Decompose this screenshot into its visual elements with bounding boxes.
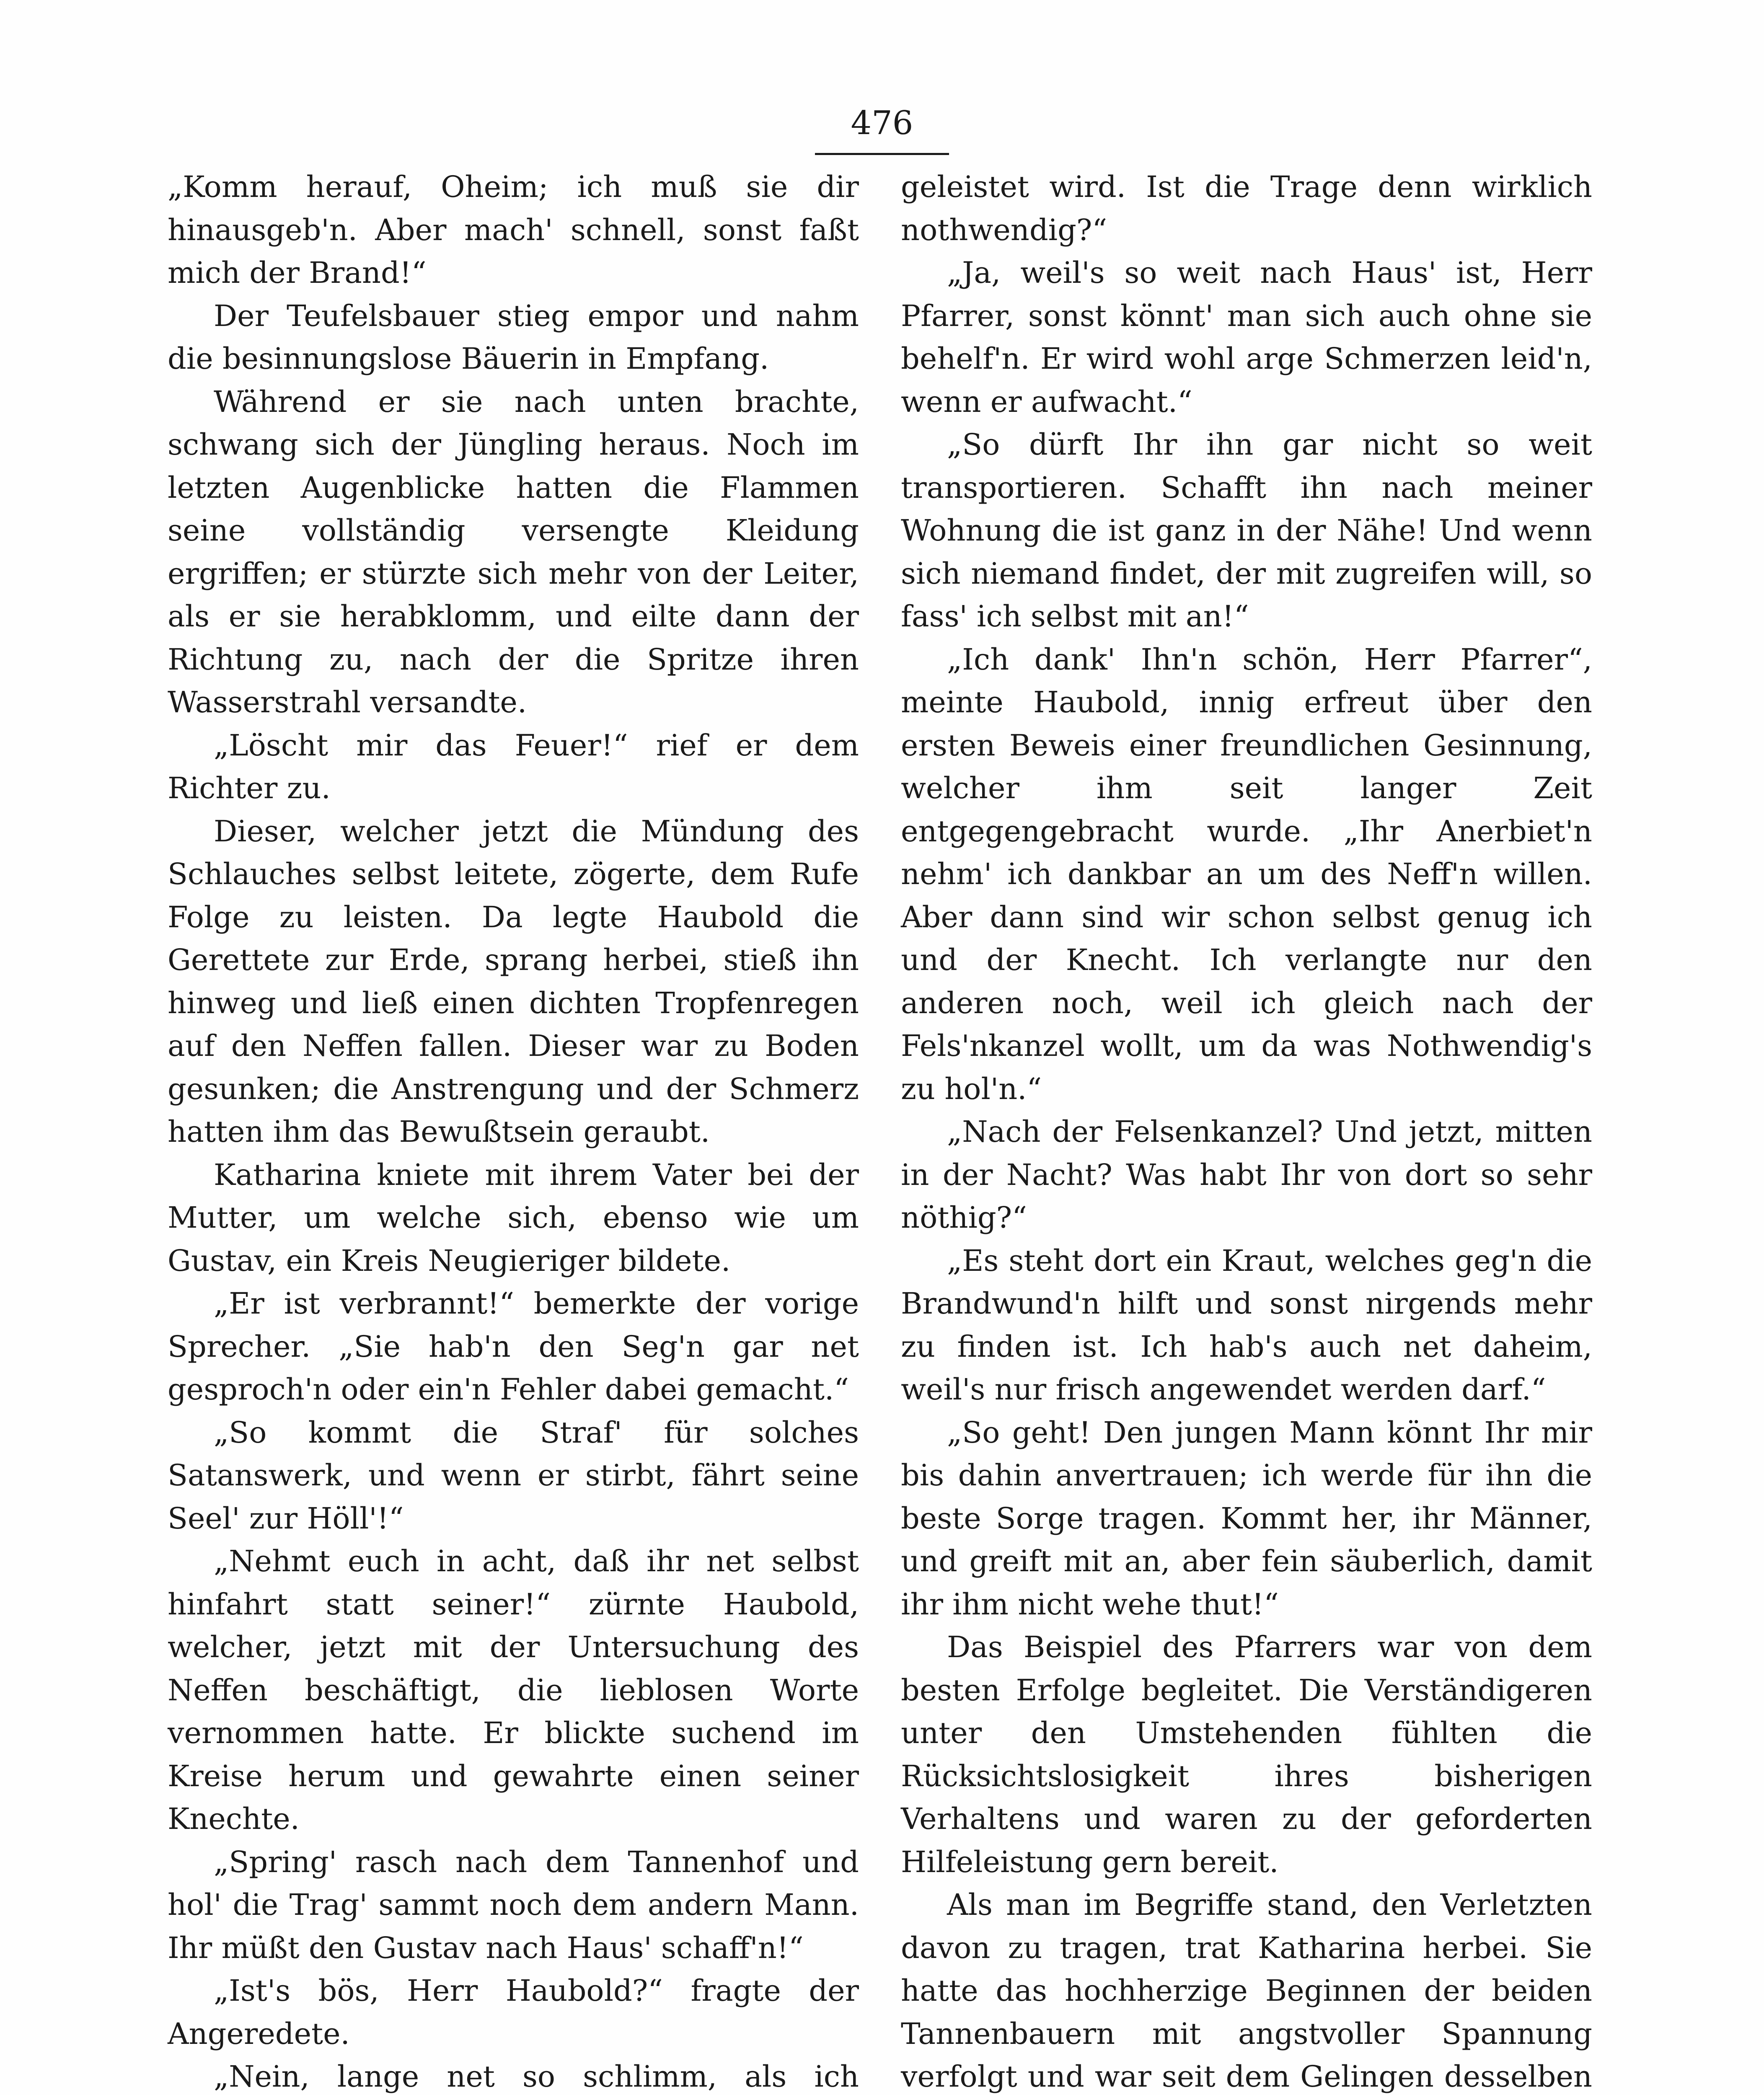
paragraph: „Nehmt euch in acht, daß ihr net selbst hinfahrt statt seiner!“ zürnte Haubold, welcher, jetzt mit der Untersuchung des Neffen beschäftigt, die lieblosen Worte vernommen hatte. Er blickte suchend im Kreise herum und gewahrte einen seiner Knechte. [168,1544,859,1836]
paragraph: „Es steht dort ein Kraut, welches geg'n die Brandwund'n hilft und sonst nirgends mehr zu finden ist. Ich hab's auch net daheim, weil's nur frisch angewendet werden darf.“ [901,1243,1592,1407]
paragraph: „Spring' rasch nach dem Tannenhof und hol' die Trag' sammt noch dem andern Mann. Ihr müßt den Gustav nach Haus' schaff'n!“ [168,1844,859,1965]
paragraph: „Nach der Felsenkanzel? Und jetzt, mitten in der Nacht? Was habt Ihr von dort so sehr nöthig?“ [901,1115,1592,1235]
paragraph: „Löscht mir das Feuer!“ rief er dem Richter zu. [168,728,859,805]
paragraph: „So dürft Ihr ihn gar nicht so weit transportieren. Schafft ihn nach meiner Wohnung die ist ganz in der Nähe! Und wenn sich niemand findet, der mit zugreifen will, so fass' ich selbst mit an!“ [901,427,1592,634]
paragraph: „So kommt die Straf' für solches Satanswerk, und wenn er stirbt, fährt seine Seel' zur Höll'!“ [168,1415,859,1536]
paragraph: „Komm herauf, Oheim; ich muß sie dir hinausgeb'n. Aber mach' schnell, sonst faßt mich der Brand!“ [168,170,859,290]
paragraph: Dieser, welcher jetzt die Mündung des Schlauches selbst leitete, zögerte, dem Rufe Folge zu leisten. Da legte Haubold die Gerettete zur Erde, sprang herbei, stieß ihn hinweg und ließ einen dichten Tropfenregen auf den Neffen fallen. Dieser war zu Boden gesunken; die Anstrengung und der Schmerz hatten ihm das Bewußtsein geraubt. [168,814,859,1149]
paragraph: Das Beispiel des Pfarrers war von dem besten Erfolge begleitet. Die Verständigeren unter den Umstehenden fühlten die Rücksichtslosigkeit ihres bisherigen Verhaltens und waren zu der geforderten Hilfeleistung gern bereit. [901,1630,1592,1879]
paragraph: Katharina kniete mit ihrem Vater bei der Mutter, um welche sich, ebenso wie um Gustav, ein Kreis Neugieriger bildete. [168,1157,859,1278]
paragraph: „Ja, weil's so weit nach Haus' ist, Herr Pfarrer, sonst könnt' man sich auch ohne sie behelf'n. Er wird wohl arge Schmerzen leid'n, wenn er aufwacht.“ [901,256,1592,419]
paragraph: „Nein, lange net so schlimm, als ich [214,2059,859,2094]
paragraph: Während er sie nach unten brachte, schwang sich der Jüngling heraus. Noch im letzten Augenblicke hatten die Flammen seine vollständig versengte Kleidung ergriffen; er stürzte sich mehr von der Leiter, als er sie herabklomm, und eilte dann der Richtung zu, nach der die Spritze ihren Wasserstrahl versandte. [168,384,859,719]
left-column [168,166,859,2095]
paragraph: Der Teufelsbauer stieg empor und nahm die besinnungslose Bäuerin in Empfang. [168,298,859,376]
right-column [901,166,1592,2095]
paragraph: „Ist's bös, Herr Haubold?“ fragte der Angeredete. [168,1973,859,2051]
paragraph: „Er ist verbrannt!“ bemerkte der vorige Sprecher. „Sie hab'n den Seg'n gar net gesproch'n oder ein'n Fehler dabei gemacht.“ [168,1286,859,1407]
paragraph: geleistet wird. Ist die Trage denn wirklich nothwendig?“ [901,170,1592,247]
page-number: 476 [851,104,913,142]
paragraph: „Ich dank' Ihn'n schön, Herr Pfarrer“, meinte Haubold, innig erfreut über den ersten Beweis einer freundlichen Gesinnung, welcher ihm seit langer Zeit entgegengebracht wurde. „Ihr Anerbiet'n nehm' ich dankbar an um des Neff'n willen. Aber dann sind wir schon selbst genug ich und der Knecht. Ich verlangte nur den anderen noch, weil ich gleich nach der Fels'nkanzel wollt, um da was Nothwendig's zu hol'n.“ [901,642,1592,1106]
paragraph: Als man im Begriffe stand, den Verletzten davon zu tragen, trat Katharina herbei. Sie hatte das hochherzige Beginnen der beiden Tannenbauern mit angstvoller Spannung verfolgt und war seit dem Gelingen desselben [901,1888,1592,2094]
page-number-rule [815,153,949,155]
paragraph: „So geht! Den jungen Mann könnt Ihr mir bis dahin anvertrauen; ich werde für ihn die beste Sorge tragen. Kommt her, ihr Männer, und greift mit an, aber fein säuberlich, damit ihr ihm nicht wehe thut!“ [901,1415,1592,1622]
